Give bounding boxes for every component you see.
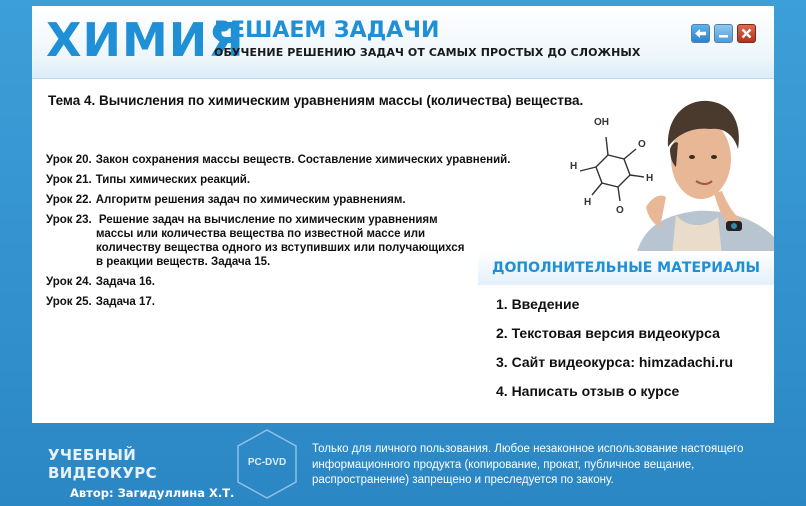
- formula-label: H: [646, 173, 654, 184]
- illustration: [526, 97, 774, 255]
- lesson-item[interactable]: Урок 23. Решение задач на вычисление по химическим уравнениям массы или количества вещества по известной массе или количеству вещества одного из вступивших или получающихся в реакции веществ. Задача 15.: [46, 214, 465, 268]
- logo-title: ХИМИЯ: [46, 13, 245, 67]
- menu-item-intro[interactable]: 1. Введение: [496, 296, 580, 312]
- menu-item-text-version[interactable]: 2. Текстовая версия видеокурса: [496, 325, 720, 341]
- back-button[interactable]: [691, 24, 710, 43]
- main-panel: [32, 79, 774, 423]
- minimize-button[interactable]: [714, 24, 733, 43]
- formula-label: H: [584, 197, 592, 208]
- tagline: ОБУЧЕНИЕ РЕШЕНИЮ ЗАДАЧ ОТ САМЫХ ПРОСТЫХ ДО СЛОЖНЫХ: [214, 46, 641, 59]
- lesson-item[interactable]: Урок 24. Задача 16.: [46, 276, 155, 288]
- window-controls: [691, 24, 756, 43]
- lesson-list: [46, 153, 546, 315]
- person-illustration: [636, 101, 774, 255]
- footer-course-title: УЧЕБНЫЙ ВИДЕОКУРС: [48, 446, 157, 482]
- lesson-item[interactable]: Урок 21. Типы химических реакций.: [46, 174, 251, 186]
- pc-dvd-badge: PC-DVD: [247, 457, 287, 468]
- close-button[interactable]: [737, 24, 756, 43]
- formula-label: OH: [594, 117, 609, 128]
- close-icon: [741, 28, 752, 39]
- additional-materials: [478, 251, 774, 423]
- formula-label: O: [638, 139, 646, 150]
- header: [32, 6, 774, 79]
- formula-label: O: [616, 205, 624, 216]
- additional-materials-list: [496, 295, 733, 411]
- topic-title: Тема 4. Вычисления по химическим уравнениям массы (количества) вещества.: [48, 93, 584, 108]
- lesson-item[interactable]: Урок 22. Алгоритм решения задач по химическим уравнениям.: [46, 194, 406, 206]
- additional-materials-title: ДОПОЛНИТЕЛЬНЫЕ МАТЕРИАЛЫ: [478, 251, 774, 285]
- logo-subtitle: РЕШАЕМ ЗАДАЧИ: [214, 18, 440, 43]
- lesson-item[interactable]: Урок 20. Закон сохранения массы веществ. Составление химических уравнений.: [46, 154, 511, 166]
- minimize-icon: [718, 28, 729, 39]
- footer-course-info: [48, 446, 238, 500]
- footer-author: Автор: Загидуллина Х.Т.: [70, 486, 235, 500]
- lesson-item[interactable]: Урок 25. Задача 17.: [46, 296, 155, 308]
- back-arrow-icon: [694, 28, 707, 39]
- molecule-sketch-icon: [580, 137, 644, 201]
- footer-legal-note: Только для личного пользования. Любое незаконное использование настоящего информационного продукта (копирование, прокат, публичное вещание, распространение) запрещено и преследуется по закону.: [312, 443, 744, 486]
- menu-item-feedback[interactable]: 4. Написать отзыв о курсе: [496, 383, 680, 399]
- menu-item-website[interactable]: 3. Сайт видеокурса: himzadachi.ru: [496, 354, 734, 370]
- formula-label: H: [570, 161, 578, 172]
